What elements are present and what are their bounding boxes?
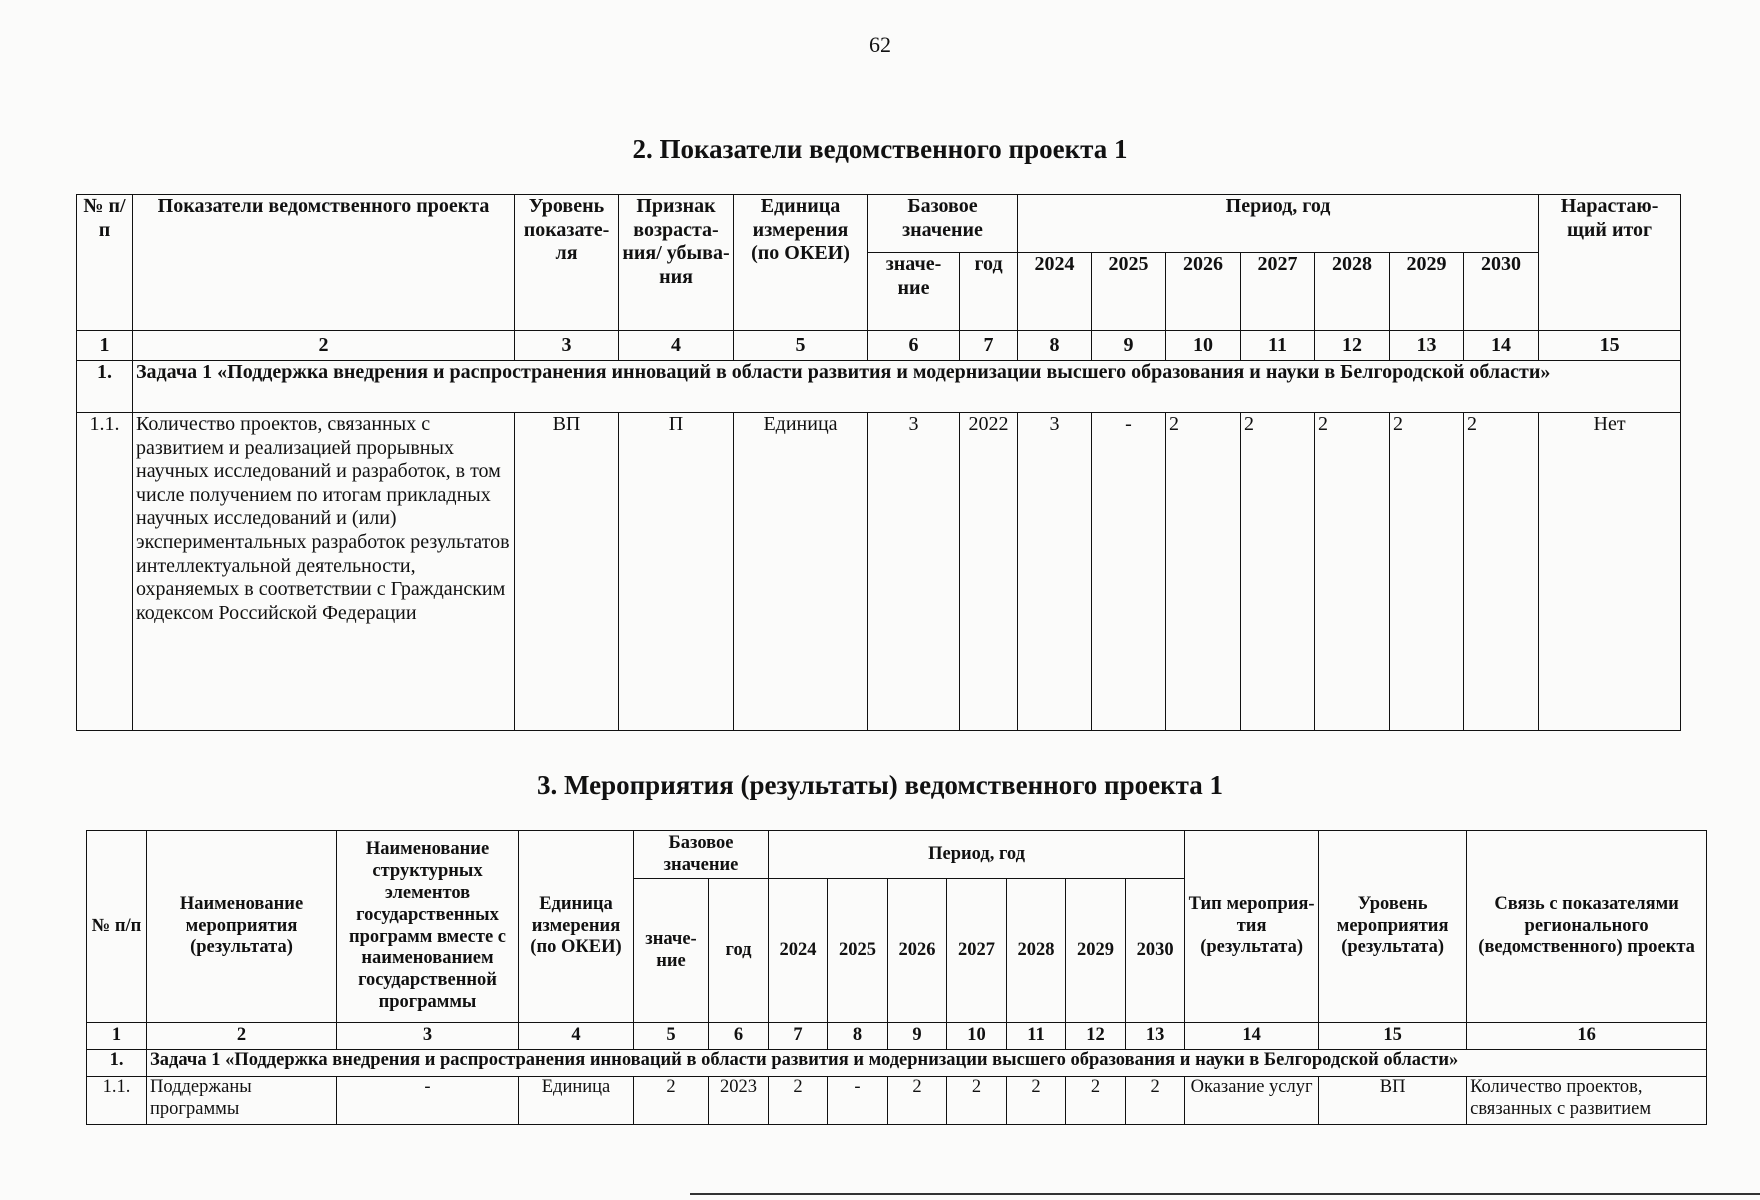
header-year: 2024: [769, 879, 828, 1023]
header-unit: Единица измерения (по ОКЕИ): [519, 831, 634, 1023]
header-year: 2030: [1126, 879, 1185, 1023]
row-number: 1.1.: [87, 1077, 147, 1125]
header-year: 2025: [828, 879, 888, 1023]
indicator-name: Количество проектов, связанных с развитием и реализацией прорывных научных исследований и разработок, в том числе получением по итогам прикладных научных исследований и (или) экспериментальных разработок результатов интеллектуальной деятельности, охраняемых в соответствии с Гражданским кодексом Российской Федерации: [133, 413, 515, 731]
column-number: 13: [1390, 331, 1464, 361]
column-number: 1: [77, 331, 133, 361]
column-number: 12: [1066, 1023, 1126, 1050]
header-base: Базовое значение: [868, 195, 1018, 253]
year-value: 2: [1007, 1077, 1066, 1125]
year-value: 2: [1241, 413, 1315, 731]
year-value: 3: [1018, 413, 1092, 731]
column-number: 2: [133, 331, 515, 361]
bottom-rule: [690, 1193, 1760, 1195]
task-number: 1.: [77, 361, 133, 413]
column-number: 4: [519, 1023, 634, 1050]
column-number: 11: [1007, 1023, 1066, 1050]
task-text: Задача 1 «Поддержка внедрения и распространения инноваций в области развития и модернизации высшего образования и науки в Белгородской области»: [147, 1050, 1707, 1077]
measure-name: Поддержаны программы: [147, 1077, 337, 1125]
indicators-table: [76, 194, 1681, 731]
header-num: № п/п: [77, 195, 133, 331]
measure-level: ВП: [1319, 1077, 1467, 1125]
column-number: 5: [634, 1023, 709, 1050]
column-number: 5: [734, 331, 868, 361]
column-number: 11: [1241, 331, 1315, 361]
column-number: 6: [868, 331, 960, 361]
header-period: Период, год: [1018, 195, 1539, 253]
column-number: 15: [1539, 331, 1681, 361]
cumulative-value: Нет: [1539, 413, 1681, 731]
header-year: 2029: [1066, 879, 1126, 1023]
column-number: 16: [1467, 1023, 1707, 1050]
structural-element: -: [337, 1077, 519, 1125]
column-number: 3: [515, 331, 619, 361]
header-year: 2028: [1315, 253, 1390, 331]
column-number: 7: [960, 331, 1018, 361]
column-number: 1: [87, 1023, 147, 1050]
task-text: Задача 1 «Поддержка внедрения и распространения инноваций в области развития и модернизации высшего образования и науки в Белгородской области»: [133, 361, 1681, 413]
column-number: 9: [1092, 331, 1166, 361]
header-name: Наименование мероприятия (результата): [147, 831, 337, 1023]
task-number: 1.: [87, 1050, 147, 1077]
header-base-value: значе-ние: [868, 253, 960, 331]
column-number: 6: [709, 1023, 769, 1050]
header-indicator: Показатели ведомственного проекта: [133, 195, 515, 331]
column-number: 2: [147, 1023, 337, 1050]
row-number: 1.1.: [77, 413, 133, 731]
year-value: 2: [888, 1077, 947, 1125]
header-year: 2024: [1018, 253, 1092, 331]
indicator-unit: Единица: [734, 413, 868, 731]
year-value: 2: [947, 1077, 1007, 1125]
year-value: 2: [1166, 413, 1241, 731]
base-year: 2023: [709, 1077, 769, 1125]
header-year: 2025: [1092, 253, 1166, 331]
column-number: 9: [888, 1023, 947, 1050]
header-year: 2027: [947, 879, 1007, 1023]
column-number: 10: [947, 1023, 1007, 1050]
measures-table: [86, 830, 1707, 1125]
column-number: 3: [337, 1023, 519, 1050]
year-value: -: [1092, 413, 1166, 731]
header-base-value: значе-ние: [634, 879, 709, 1023]
header-base-year: год: [709, 879, 769, 1023]
header-level: Уровень показате-ля: [515, 195, 619, 331]
header-year: 2030: [1464, 253, 1539, 331]
header-year: 2029: [1390, 253, 1464, 331]
year-value: 2: [1390, 413, 1464, 731]
header-level: Уровень мероприятия (результата): [1319, 831, 1467, 1023]
column-number: 15: [1319, 1023, 1467, 1050]
year-value: 2: [1464, 413, 1539, 731]
section-2-title: 2. Показатели ведомственного проекта 1: [632, 134, 1128, 164]
column-number: 13: [1126, 1023, 1185, 1050]
year-value: -: [828, 1077, 888, 1125]
column-number: 10: [1166, 331, 1241, 361]
header-cumulative: Нарастаю-щий итог: [1539, 195, 1681, 331]
header-year: 2028: [1007, 879, 1066, 1023]
section-3-title: 3. Мероприятия (результаты) ведомственного проекта 1: [537, 770, 1223, 800]
measure-unit: Единица: [519, 1077, 634, 1125]
year-value: 2: [1066, 1077, 1126, 1125]
year-value: 2: [1315, 413, 1390, 731]
column-number: 14: [1185, 1023, 1319, 1050]
base-value: 2: [634, 1077, 709, 1125]
base-year: 2022: [960, 413, 1018, 731]
header-structural: Наименование структурных элементов государственных программ вместе с наименованием государственной программы: [337, 831, 519, 1023]
header-num: № п/п: [87, 831, 147, 1023]
header-type: Тип мероприя-тия (результата): [1185, 831, 1319, 1023]
column-number: 4: [619, 331, 734, 361]
header-period: Период, год: [769, 831, 1185, 879]
indicator-link: Количество проектов, связанных с развитием: [1467, 1077, 1707, 1125]
column-number: 14: [1464, 331, 1539, 361]
base-value: 3: [868, 413, 960, 731]
column-number: 7: [769, 1023, 828, 1050]
header-year: 2026: [1166, 253, 1241, 331]
year-value: 2: [1126, 1077, 1185, 1125]
page-number: 62: [869, 32, 891, 57]
header-base-year: год: [960, 253, 1018, 331]
header-sign: Признак возраста-ния/ убыва-ния: [619, 195, 734, 331]
column-number: 12: [1315, 331, 1390, 361]
indicator-sign: П: [619, 413, 734, 731]
measure-type: Оказание услуг: [1185, 1077, 1319, 1125]
header-year: 2027: [1241, 253, 1315, 331]
header-base: Базовое значение: [634, 831, 769, 879]
year-value: 2: [769, 1077, 828, 1125]
column-number: 8: [1018, 331, 1092, 361]
header-unit: Единица измерения (по ОКЕИ): [734, 195, 868, 331]
indicator-level: ВП: [515, 413, 619, 731]
header-year: 2026: [888, 879, 947, 1023]
header-link: Связь с показателями регионального (ведомственного) проекта: [1467, 831, 1707, 1023]
column-number: 8: [828, 1023, 888, 1050]
